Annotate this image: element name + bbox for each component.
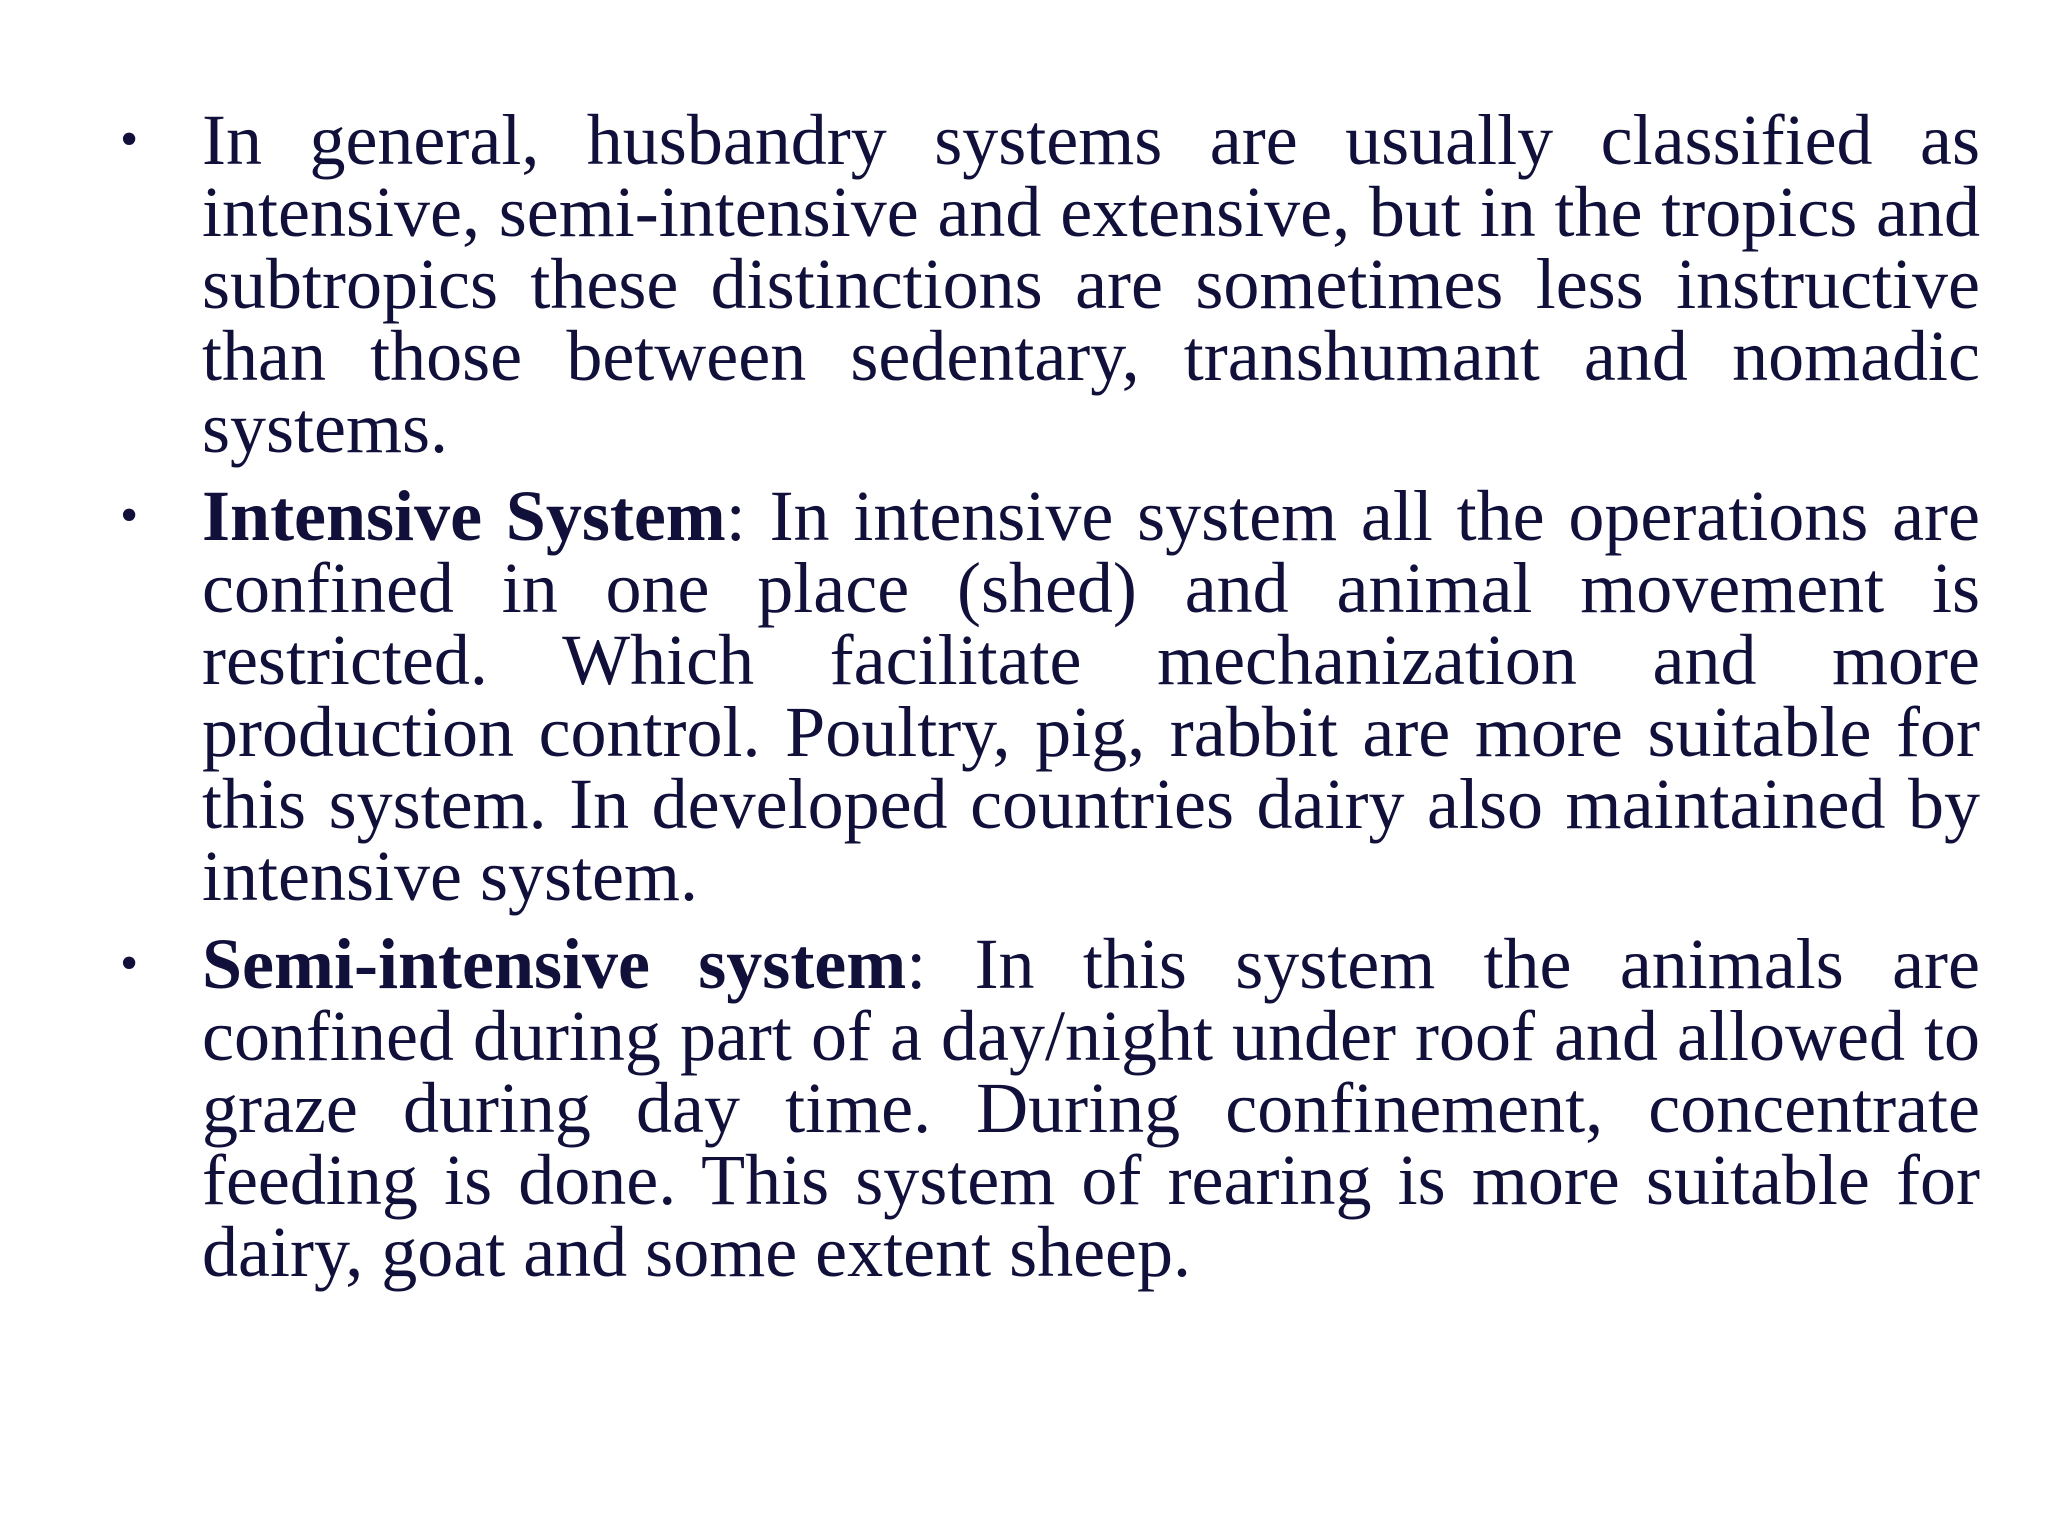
bullet-item-general (120, 100, 1980, 468)
bullet-marker: • (120, 487, 139, 544)
bullet-item-semi-intensive-system (120, 924, 1980, 1292)
bullet-term: Semi-intensive system (202, 924, 907, 1004)
bullet-marker: • (120, 935, 139, 992)
bullet-item-intensive-system (120, 476, 1980, 916)
bullet-separator: : (906, 924, 975, 1004)
bullet-text: In general, husbandry systems are usually classified as intensive, semi-intensive and extensive, but in the tropics and subtropics these distinctions are sometimes less instructive than those between sedentary, transhumant and nomadic systems. (202, 100, 1980, 468)
bullet-separator: : (725, 476, 770, 556)
bullet-text: In intensive system all the operations are confined in one place (shed) and animal movement is restricted. Which facilitate mechanization and more production control. Poultry, pig, rabbit are more suitable for this system. In developed countries dairy also maintained by intensive system. (202, 476, 1980, 916)
bullet-text: In this system the animals are confined during part of a day/night under roof and allowed to graze during day time. During confinement, concentrate feeding is done. This system of rearing is more suitable for dairy, goat and some extent sheep. (202, 924, 1980, 1292)
bullet-term: Intensive System (202, 476, 726, 556)
bullet-list (120, 100, 1980, 1304)
bullet-marker: • (120, 111, 139, 168)
